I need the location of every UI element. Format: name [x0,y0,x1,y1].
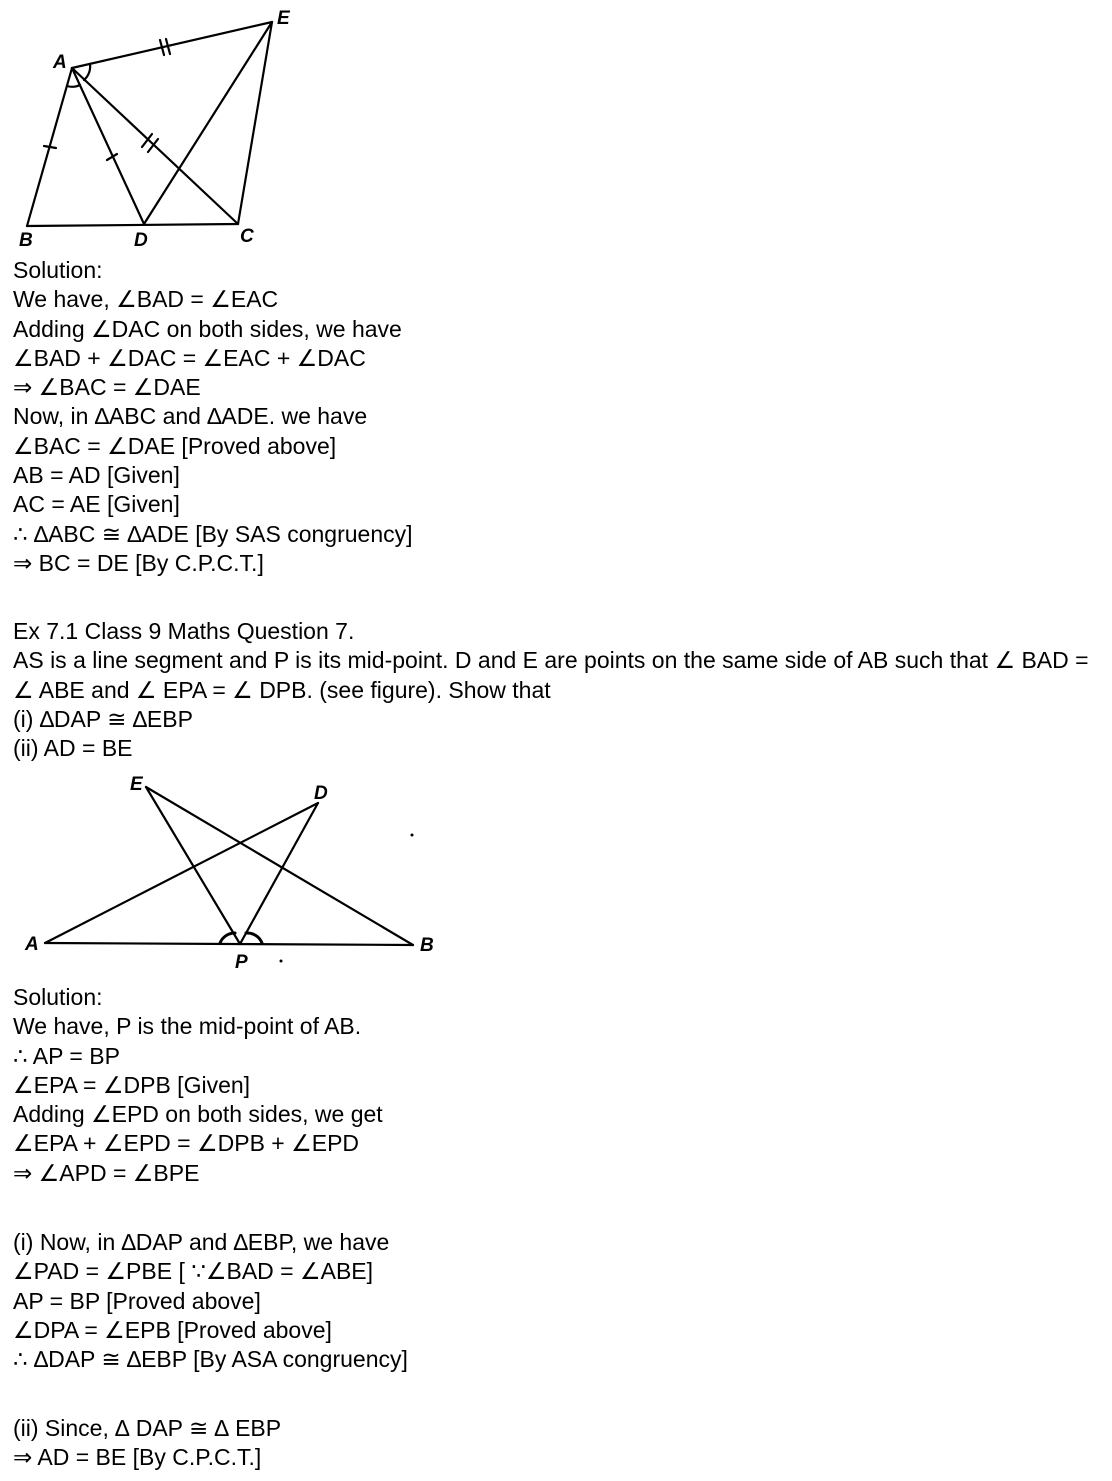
solution-1-line: ∴ ∆ABC ≅ ∆ADE [By SAS congruency] [13,520,413,547]
label-b: B [420,935,434,956]
solution-2-line: ⇒ ∠APD = ∠BPE [13,1159,200,1186]
question-7 [13,617,1103,763]
solution-2-part-1-line: ∴ ∆DAP ≅ ∆EBP [By ASA congruency] [13,1346,408,1373]
label-d: D [314,783,328,804]
segment-eb [146,787,413,945]
speck [280,960,283,963]
solution-1-heading: Solution: [13,257,103,283]
label-c: C [240,226,254,247]
segment-ab [45,943,413,945]
solution-2-line: Adding ∠EPD on both sides, we get [13,1101,383,1128]
solution-1-line: AC = AE [Given] [13,491,180,518]
question-title: Ex 7.1 Class 9 Maths Question 7. [13,618,355,644]
solution-2 [13,983,383,1188]
question-part: (ii) AD = BE [13,735,133,762]
question-statement: AS is a line segment and P is its mid-point. D and E are points on the same side of AB such that ∠ BAD = ∠ ABE and ∠ EPA = ∠ DPB. (see figure). Show that [13,647,1089,703]
segment-ec [238,22,272,224]
segment-ad [72,68,144,224]
tick-ab [44,146,56,148]
label-a: A [53,52,67,73]
segment-bc [27,224,238,226]
angle-arc-dpb [246,933,262,943]
solution-1-line: Adding ∠DAC on both sides, we have [13,315,402,342]
angle-arc-epa [220,933,235,943]
angle-arc-bad [67,85,80,87]
label-e: E [130,774,143,795]
solution-2-part-1 [13,1228,408,1374]
solution-2-heading: Solution: [13,984,103,1010]
solution-1-line: ∠BAC = ∠DAE [Proved above] [13,432,337,459]
segment-ac [72,68,238,224]
solution-2-line: We have, P is the mid-point of AB. [13,1013,362,1040]
solution-2-part-1-line: ∠PAD = ∠PBE [ ∵∠BAD = ∠ABE] [13,1258,374,1285]
label-p: P [235,952,248,973]
segment-ae [72,22,272,68]
solution-1-line: ⇒ ∠BAC = ∠DAE [13,374,201,401]
solution-1-line: AB = AD [Given] [13,462,180,489]
speck [411,834,414,837]
solution-2-line: ∠EPA + ∠EPD = ∠DPB + ∠EPD [13,1130,360,1157]
solution-2-part-1-line: (i) Now, in ∆DAP and ∆EBP, we have [13,1229,390,1255]
label-b: B [19,230,33,251]
solution-2-part-1-line: AP = BP [Proved above] [13,1287,261,1314]
solution-1-line: ⇒ BC = DE [By C.P.C.T.] [13,549,264,576]
solution-2-part-2 [13,1414,281,1473]
solution-2-line: ∴ AP = BP [13,1042,120,1069]
solution-2-part-1-line: ∠DPA = ∠EPB [Proved above] [13,1316,332,1343]
solution-1-line: We have, ∠BAD = ∠EAC [13,286,279,313]
solution-1-line: Now, in ∆ABC and ∆ADE. we have [13,403,368,430]
label-a: A [25,934,39,955]
angle-arc-eac [84,64,90,80]
segment-ad [45,803,318,943]
segment-ep [146,787,240,944]
label-d: D [134,230,148,251]
figure-triangles-dap-ebp [0,765,450,980]
solution-2-part-2-line: ⇒ AD = BE [By C.P.C.T.] [13,1444,262,1471]
solution-1 [13,256,413,578]
figure-triangles-abc-ade [0,0,320,255]
solution-1-line: ∠BAD + ∠DAC = ∠EAC + ∠DAC [13,344,366,371]
solution-2-line: ∠EPA = ∠DPB [Given] [13,1071,251,1098]
label-e: E [277,8,290,29]
solution-2-part-2-line: (ii) Since, ∆ DAP ≅ ∆ EBP [13,1415,282,1441]
question-part: (i) ∆DAP ≅ ∆EBP [13,705,193,732]
